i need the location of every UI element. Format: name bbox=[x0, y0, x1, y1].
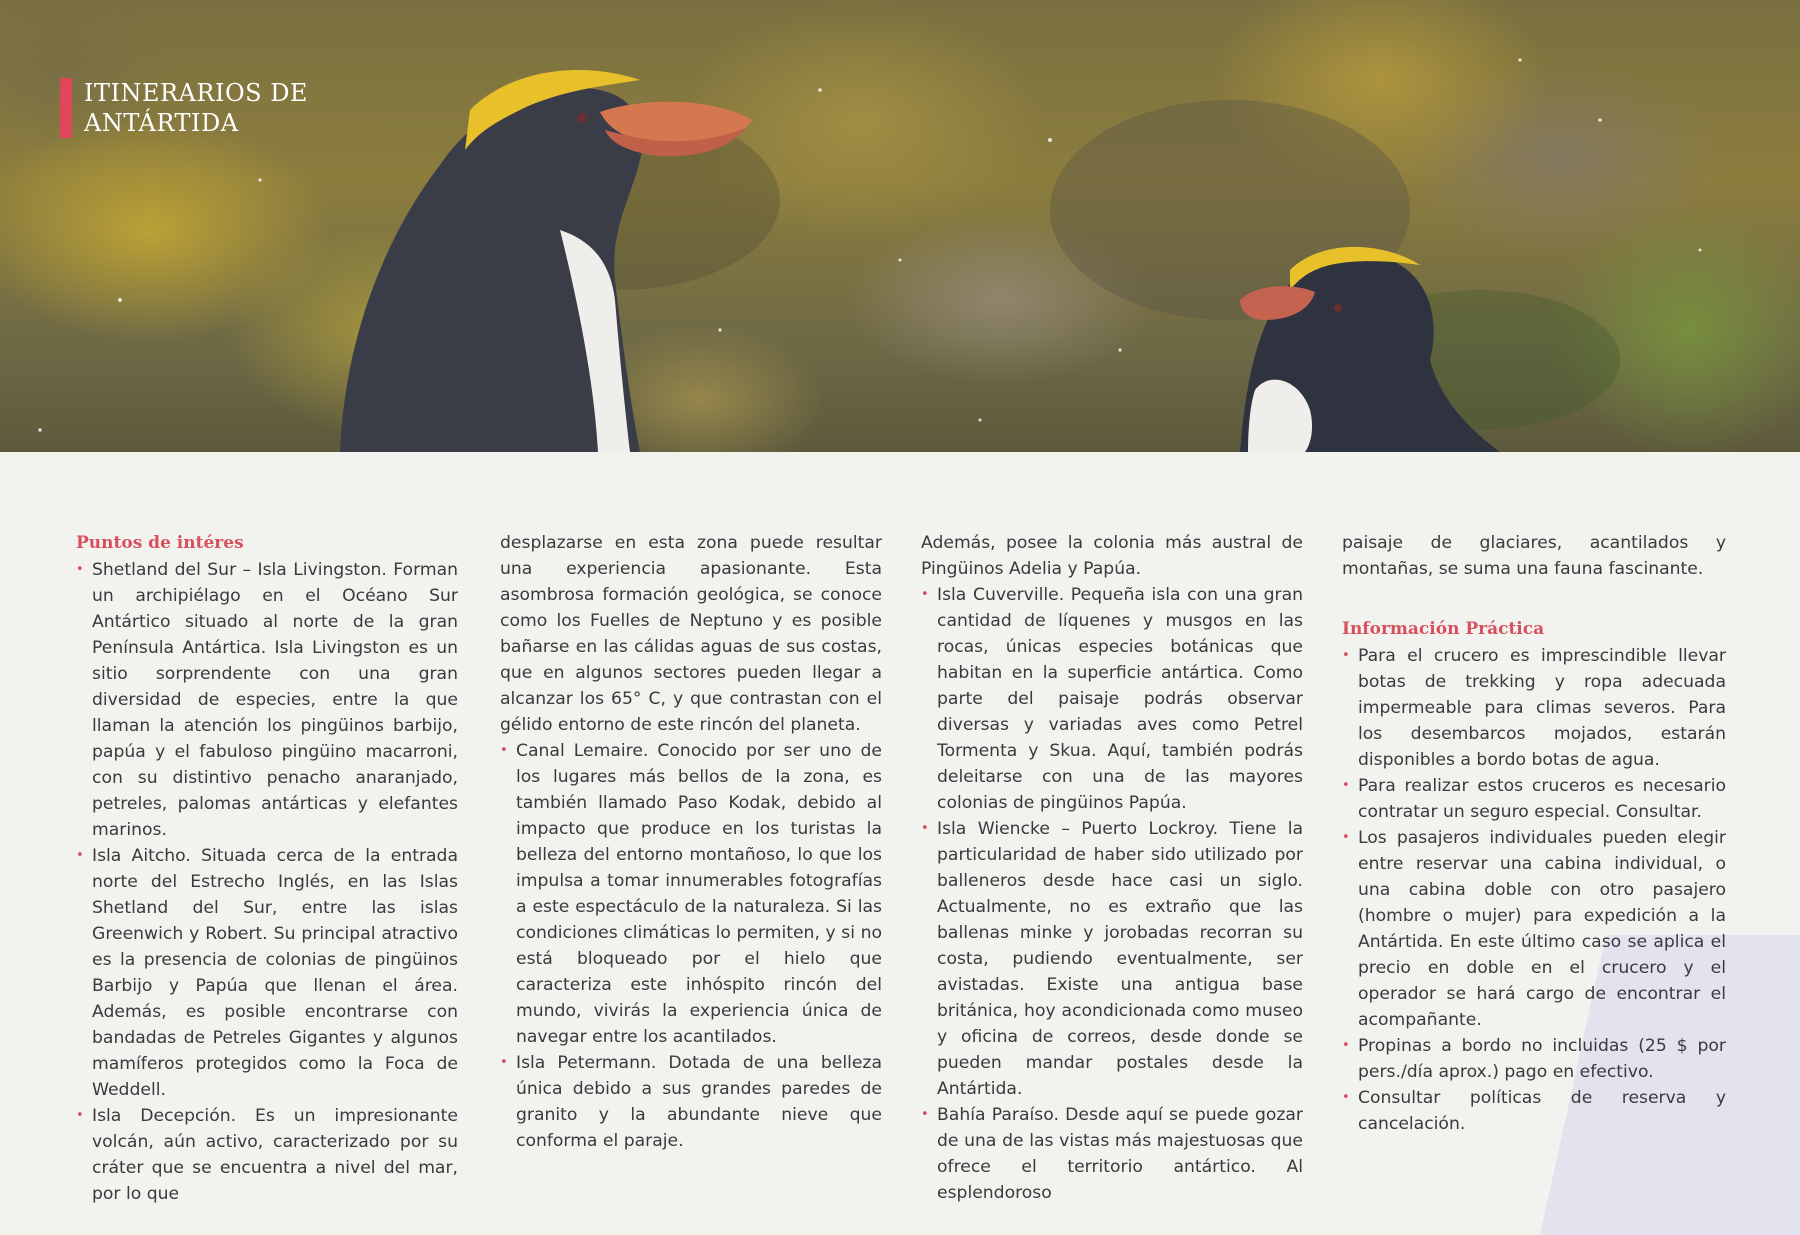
text-column-1 bbox=[76, 530, 458, 1207]
penguins-illustration bbox=[0, 0, 1800, 452]
list-item: • Isla Decepción. Es un impresionante volcán, aún activo, caracterizado por su cráter que se encuentra a nivel del mar, por lo que bbox=[76, 1103, 458, 1207]
text-column-4 bbox=[1342, 530, 1726, 1137]
section-heading-practical-info: Información Práctica bbox=[1342, 619, 1545, 639]
points-of-interest-list-cont bbox=[500, 738, 882, 1154]
section-heading-points: Puntos de intéres bbox=[76, 533, 244, 553]
list-item: • Propinas a bordo no incluidas (25 $ por pers./día aprox.) pago en efectivo. bbox=[1342, 1033, 1726, 1085]
list-item: • Para realizar estos cruceros es necesario contratar un seguro especial. Consultar. bbox=[1342, 773, 1726, 825]
continuation-paragraph: paisaje de glaciares, acantilados y montañas, se suma una fauna fascinante. bbox=[1342, 533, 1726, 579]
list-item: • Isla Aitcho. Situada cerca de la entrada norte del Estrecho Inglés, en las Islas Shetland del Sur, entre las islas Greenwich y Robert. Su principal atractivo es la presencia de colonias de pingüinos Barbijo y Papúa que llenan el área. Además, es posible encontrarse con bandadas de Petreles Gigantes y algunos mamíferos protegidos como la Foca de Weddell. bbox=[76, 843, 458, 1103]
list-item: • Isla Cuverville. Pequeña isla con una gran cantidad de líquenes y musgos en las rocas, únicas especies botánicas que habitan en la superficie antártica. Como parte del paisaje podrás observar diversas y variadas aves como Petrel Tormenta y Skua. Aquí, también podrás deleitarse con una de las mayores colonias de pingüinos Papúa. bbox=[921, 582, 1303, 816]
title-line-1: ITINERARIOS DE bbox=[84, 79, 308, 107]
practical-info-list bbox=[1342, 643, 1726, 1137]
title-line-2: ANTÁRTIDA bbox=[84, 109, 239, 137]
list-item: • Shetland del Sur – Isla Livingston. Forman un archipiélago en el Océano Sur Antártico situado al norte de la gran Península Antártica. Isla Livingston es un sitio sorprendente con una gran diversidad de especies, entre la que llaman la atención los pingüinos barbijo, papúa y el fabuloso pingüino macarroni, con su distintivo penacho anaranjado, petreles, palomas antárticas y elefantes marinos. bbox=[76, 557, 458, 843]
points-of-interest-list-cont bbox=[921, 582, 1303, 1206]
continuation-paragraph: Además, posee la colonia más austral de Pingüinos Adelia y Papúa. bbox=[921, 533, 1303, 579]
page-title bbox=[60, 78, 308, 138]
list-item: • Consultar políticas de reserva y cancelación. bbox=[1342, 1085, 1726, 1137]
text-column-3 bbox=[921, 530, 1303, 1206]
list-item: • Bahía Paraíso. Desde aquí se puede gozar de una de las vistas más majestuosas que ofrece el territorio antártico. Al esplendoroso bbox=[921, 1102, 1303, 1206]
continuation-paragraph: desplazarse en esta zona puede resultar una experiencia apasionante. Esta asombrosa formación geológica, se conoce como los Fuelles de Neptuno y es posible bañarse en las cálidas aguas de sus costas, que en algunos sectores pueden llegar a alcanzar los 65° C, y que contrastan con el gélido entorno de este rincón del planeta. bbox=[500, 533, 882, 735]
list-item: • Isla Petermann. Dotada de una belleza única debido a sus grandes paredes de granito y la abundante nieve que conforma el paraje. bbox=[500, 1050, 882, 1154]
list-item: • Los pasajeros individuales pueden elegir entre reservar una cabina individual, o una cabina doble con otro pasajero (hombre o mujer) para expedición a la Antártida. En este último caso se aplica el precio en doble en el crucero y el operador se hará cargo de encontrar el acompañante. bbox=[1342, 825, 1726, 1033]
hero-photo bbox=[0, 0, 1800, 452]
list-item: • Isla Wiencke – Puerto Lockroy. Tiene la particularidad de haber sido utilizado por balleneros desde hace casi un siglo. Actualmente, no es extraño que las ballenas minke y jorobadas recorran su costa, pudiendo eventualmente, ser avistadas. Existe una antigua base británica, hoy acondicionada como museo y oficina de correos, desde donde se pueden mandar postales desde la Antártida. bbox=[921, 816, 1303, 1102]
points-of-interest-list bbox=[76, 557, 458, 1207]
list-item: • Para el crucero es imprescindible llevar botas de trekking y ropa adecuada impermeable para climas severos. Para los desembarcos mojados, estarán disponibles a bordo botas de agua. bbox=[1342, 643, 1726, 773]
spacer bbox=[1342, 582, 1726, 616]
text-column-2 bbox=[500, 530, 882, 1154]
list-item: • Canal Lemaire. Conocido por ser uno de los lugares más bellos de la zona, es también llamado Paso Kodak, debido al impacto que produce en los turistas la belleza del entorno montañoso, lo que los impulsa a tomar innumerables fotografías a este espectáculo de la naturaleza. Si las condiciones climáticas lo permiten, y si no está bloqueado por el hielo que caracteriza este inhóspito rincón del mundo, vivirás la experiencia única de navegar entre los acantilados. bbox=[500, 738, 882, 1050]
